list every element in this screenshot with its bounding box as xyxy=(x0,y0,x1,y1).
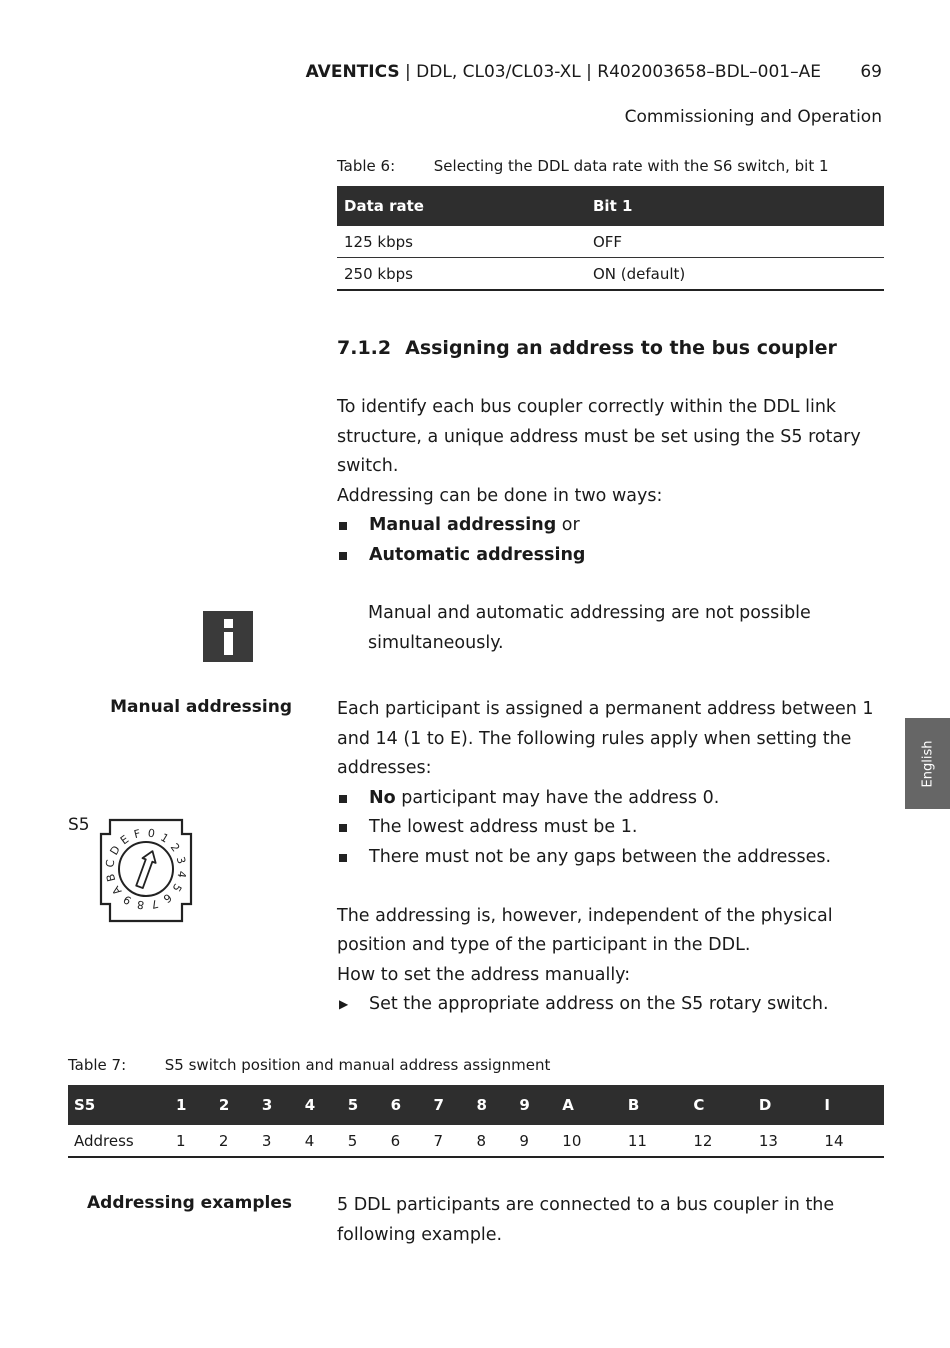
table7-caption-text: S5 switch position and manual address assignment xyxy=(164,1056,551,1074)
dial-char: 3 xyxy=(173,855,189,866)
table-row xyxy=(337,258,884,291)
language-tab-label: English xyxy=(920,740,935,787)
manual-addressing-label: Manual addressing xyxy=(110,697,292,717)
table-cell: 10 xyxy=(556,1125,622,1157)
table-cell: 4 xyxy=(299,1125,342,1157)
table-header-cell: 5 xyxy=(342,1085,385,1125)
list-item xyxy=(337,784,877,814)
bullet-square-icon xyxy=(339,522,347,530)
dial-char: B xyxy=(103,872,119,883)
dial-char: A xyxy=(109,883,125,898)
data-rate-table xyxy=(337,186,884,291)
dial-char: E xyxy=(117,832,132,848)
manual-addressing-block xyxy=(337,695,877,1020)
table-header-cell: C xyxy=(687,1085,753,1125)
bullet-square-icon xyxy=(339,795,347,803)
table-cell: 9 xyxy=(513,1125,556,1157)
step-item xyxy=(337,990,877,1020)
step-text: Set the appropriate address on the S5 rotary switch. xyxy=(369,994,829,1014)
table-header-cell: 1 xyxy=(170,1085,213,1125)
table-header-cell: 8 xyxy=(470,1085,513,1125)
table-header-cell: 2 xyxy=(213,1085,256,1125)
addressing-examples-label: Addressing examples xyxy=(87,1193,292,1213)
rule3: There must not be any gaps between the addresses. xyxy=(369,846,832,867)
table-header-cell: 9 xyxy=(513,1085,556,1125)
table-cell: 14 xyxy=(818,1125,884,1157)
list-item xyxy=(337,843,877,873)
list-item xyxy=(337,541,883,571)
table-cell: 125 kbps xyxy=(337,226,586,258)
dial-char: 6 xyxy=(160,890,175,906)
step-arrow-icon: ▶ xyxy=(339,997,349,1011)
table-row xyxy=(337,226,884,258)
bullet-square-icon xyxy=(339,854,347,862)
table-header-cell: D xyxy=(753,1085,819,1125)
dial-char: 8 xyxy=(136,897,146,912)
language-tab xyxy=(905,718,950,809)
list-item xyxy=(337,813,877,843)
page-header xyxy=(306,62,882,82)
howto-text: How to set the address manually: xyxy=(337,964,631,985)
dial-char: D xyxy=(107,843,123,858)
table-cell: 3 xyxy=(256,1125,299,1157)
dial-char: 5 xyxy=(169,881,185,894)
table-header-cell: S5 xyxy=(68,1085,170,1125)
table-cell: 13 xyxy=(753,1125,819,1157)
address-table xyxy=(68,1085,884,1158)
table-header-cell: Data rate xyxy=(337,186,586,226)
table-header-row xyxy=(68,1085,884,1125)
table-cell: 8 xyxy=(470,1125,513,1157)
examples-block xyxy=(337,1191,883,1250)
table6-caption xyxy=(337,157,829,175)
subsection-title xyxy=(337,337,837,359)
table7-caption-label: Table 7: xyxy=(68,1056,127,1074)
dial-char: 1 xyxy=(158,830,171,846)
table-header-cell: 6 xyxy=(385,1085,428,1125)
rule1-rest: participant may have the address 0. xyxy=(395,787,720,808)
table-header-cell: 7 xyxy=(428,1085,471,1125)
info-note-text: Manual and automatic addressing are not possible simultaneously. xyxy=(368,603,811,653)
rule2: The lowest address must be 1. xyxy=(369,817,638,837)
table6-caption-text: Selecting the DDL data rate with the S6 switch, bit 1 xyxy=(433,157,829,175)
table-header-row xyxy=(337,186,884,226)
way2-bold: Automatic addressing xyxy=(369,544,586,565)
subsection-title-text: Assigning an address to the bus coupler xyxy=(405,337,837,359)
ways-intro: Addressing can be done in two ways: xyxy=(337,485,663,506)
way1-rest: or xyxy=(556,515,580,535)
table-header-cell: B xyxy=(622,1085,688,1125)
table-row xyxy=(68,1125,884,1157)
table-cell: 11 xyxy=(622,1125,688,1157)
rotary-switch-icon xyxy=(96,814,196,924)
table-cell: OFF xyxy=(586,226,884,258)
info-icon xyxy=(203,611,253,662)
dial-char: 7 xyxy=(149,896,160,912)
table-header-cell: Bit 1 xyxy=(586,186,884,226)
document-info: | DDL, CL03/CL03-XL | R402003658–BDL–001–AE xyxy=(405,62,821,82)
table7-caption xyxy=(68,1056,550,1074)
way1-bold: Manual addressing xyxy=(369,515,557,535)
table-header-cell: I xyxy=(818,1085,884,1125)
page-number: 69 xyxy=(860,62,882,82)
dial-labels xyxy=(103,826,188,911)
info-note xyxy=(368,599,818,658)
table-cell: 250 kbps xyxy=(337,258,586,291)
brand-name: AVENTICS xyxy=(305,62,400,82)
table-header-cell: 3 xyxy=(256,1085,299,1125)
bullet-square-icon xyxy=(339,824,347,832)
table-cell: 7 xyxy=(428,1125,471,1157)
manual-paragraph-2: The addressing is, however, independent of the physical position and type of the participant in the DDL. xyxy=(337,905,833,955)
dial-char: 2 xyxy=(167,840,183,855)
table6-caption-label: Table 6: xyxy=(337,157,396,175)
table-cell: ON (default) xyxy=(586,258,884,291)
list-item xyxy=(337,511,883,541)
dial-char: F xyxy=(132,827,142,842)
manual-paragraph: Each participant is assigned a permanent address between 1 and 14 (1 to E). The following rules apply when setting the addresses: xyxy=(337,699,874,778)
rule1-bold: No xyxy=(369,787,396,808)
dial-char: 4 xyxy=(174,869,189,879)
table-cell: 1 xyxy=(170,1125,213,1157)
table-cell: 12 xyxy=(687,1125,753,1157)
table-cell: 6 xyxy=(385,1125,428,1157)
table-header-cell: A xyxy=(556,1085,622,1125)
subsection-number: 7.1.2 xyxy=(337,337,392,359)
intro-paragraph: To identify each bus coupler correctly within the DDL link structure, a unique address must be set using the S5 rotary switch. xyxy=(337,397,861,476)
table-header-cell: 4 xyxy=(299,1085,342,1125)
table-cell: 5 xyxy=(342,1125,385,1157)
table-cell: 2 xyxy=(213,1125,256,1157)
bullet-square-icon xyxy=(339,552,347,560)
table-cell: Address xyxy=(68,1125,170,1157)
dial-char: 9 xyxy=(121,892,134,908)
dial-char: C xyxy=(103,858,118,869)
dial-char: 0 xyxy=(146,826,156,841)
section-heading: Commissioning and Operation xyxy=(624,107,882,127)
switch-label: S5 xyxy=(68,815,90,835)
examples-text: 5 DDL participants are connected to a bus coupler in the following example. xyxy=(337,1195,835,1245)
intro-block xyxy=(337,393,883,570)
